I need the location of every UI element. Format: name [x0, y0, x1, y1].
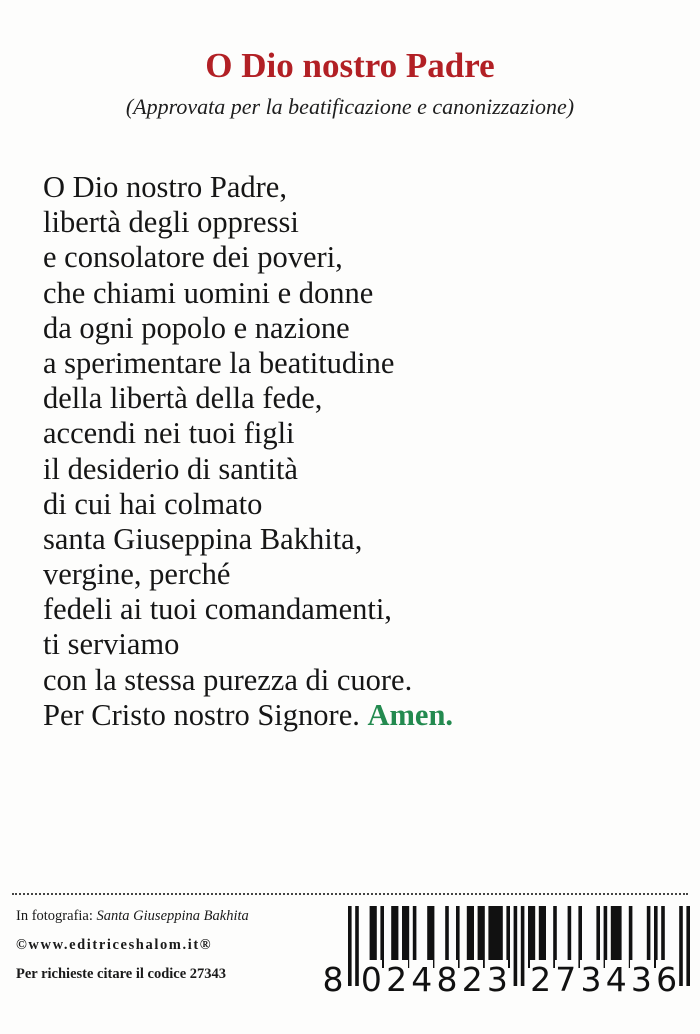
prayer-text	[43, 170, 683, 733]
footer-divider	[12, 893, 688, 895]
barcode-digit: 4	[605, 960, 627, 999]
photo-credit	[16, 902, 316, 931]
photo-label: In fotografia:	[16, 908, 93, 924]
prayer-line: della libertà della fede,	[43, 381, 323, 416]
barcode	[320, 906, 690, 1000]
code-request-line: Per richieste citare il codice 27343	[16, 966, 227, 982]
prayer-line: O Dio nostro Padre,	[43, 170, 287, 204]
barcode-digit: 3	[486, 960, 508, 999]
barcode-digit: 4	[411, 960, 433, 999]
prayer-line: il desiderio di santità	[43, 451, 298, 486]
photo-subject: Santa Giuseppina Bakhita	[96, 908, 249, 924]
barcode-digit: 3	[580, 960, 602, 999]
prayer-line: santa Giuseppina Bakhita,	[43, 521, 363, 556]
prayer-line: con la stessa purezza di cuore.	[43, 662, 413, 697]
prayer-line: accendi nei tuoi figli	[43, 416, 295, 451]
prayer-line: fedeli ai tuoi comandamenti,	[43, 592, 392, 627]
prayer-last-line	[43, 698, 683, 733]
prayer-title: O Dio nostro Padre	[205, 46, 495, 85]
prayer-line: a sperimentare la beatitudine	[43, 345, 395, 380]
barcode-first-digit: 8	[322, 960, 344, 999]
barcode-digit: 2	[530, 960, 552, 999]
barcode-digit: 6	[656, 960, 678, 999]
barcode-number	[320, 946, 690, 1000]
footer-info	[16, 902, 316, 989]
barcode-digit: 2	[461, 960, 483, 999]
barcode-digit: 7	[555, 960, 577, 999]
prayer-line: che chiami uomini e donne	[43, 275, 374, 310]
prayer-line: libertà degli oppressi	[43, 205, 299, 240]
website-line: ©www.editriceshalom.it®	[16, 937, 213, 953]
prayer-line: e consolatore dei poveri,	[43, 240, 343, 275]
amen-word: Amen.	[367, 697, 454, 732]
prayer-line: da ogni popolo e nazione	[43, 310, 350, 345]
prayer-line: vergine, perché	[43, 557, 231, 592]
barcode-digit: 3	[630, 960, 652, 999]
prayer-subtitle: (Approvata per la beatificazione e canonizzazione)	[125, 94, 575, 119]
prayer-line: di cui hai colmato	[43, 486, 263, 521]
barcode-digit: 0	[360, 960, 382, 999]
closing-line: Per Cristo nostro Signore.	[43, 697, 360, 732]
barcode-digit: 2	[386, 960, 408, 999]
barcode-digit: 8	[436, 960, 458, 999]
prayer-line: ti serviamo	[43, 627, 180, 662]
